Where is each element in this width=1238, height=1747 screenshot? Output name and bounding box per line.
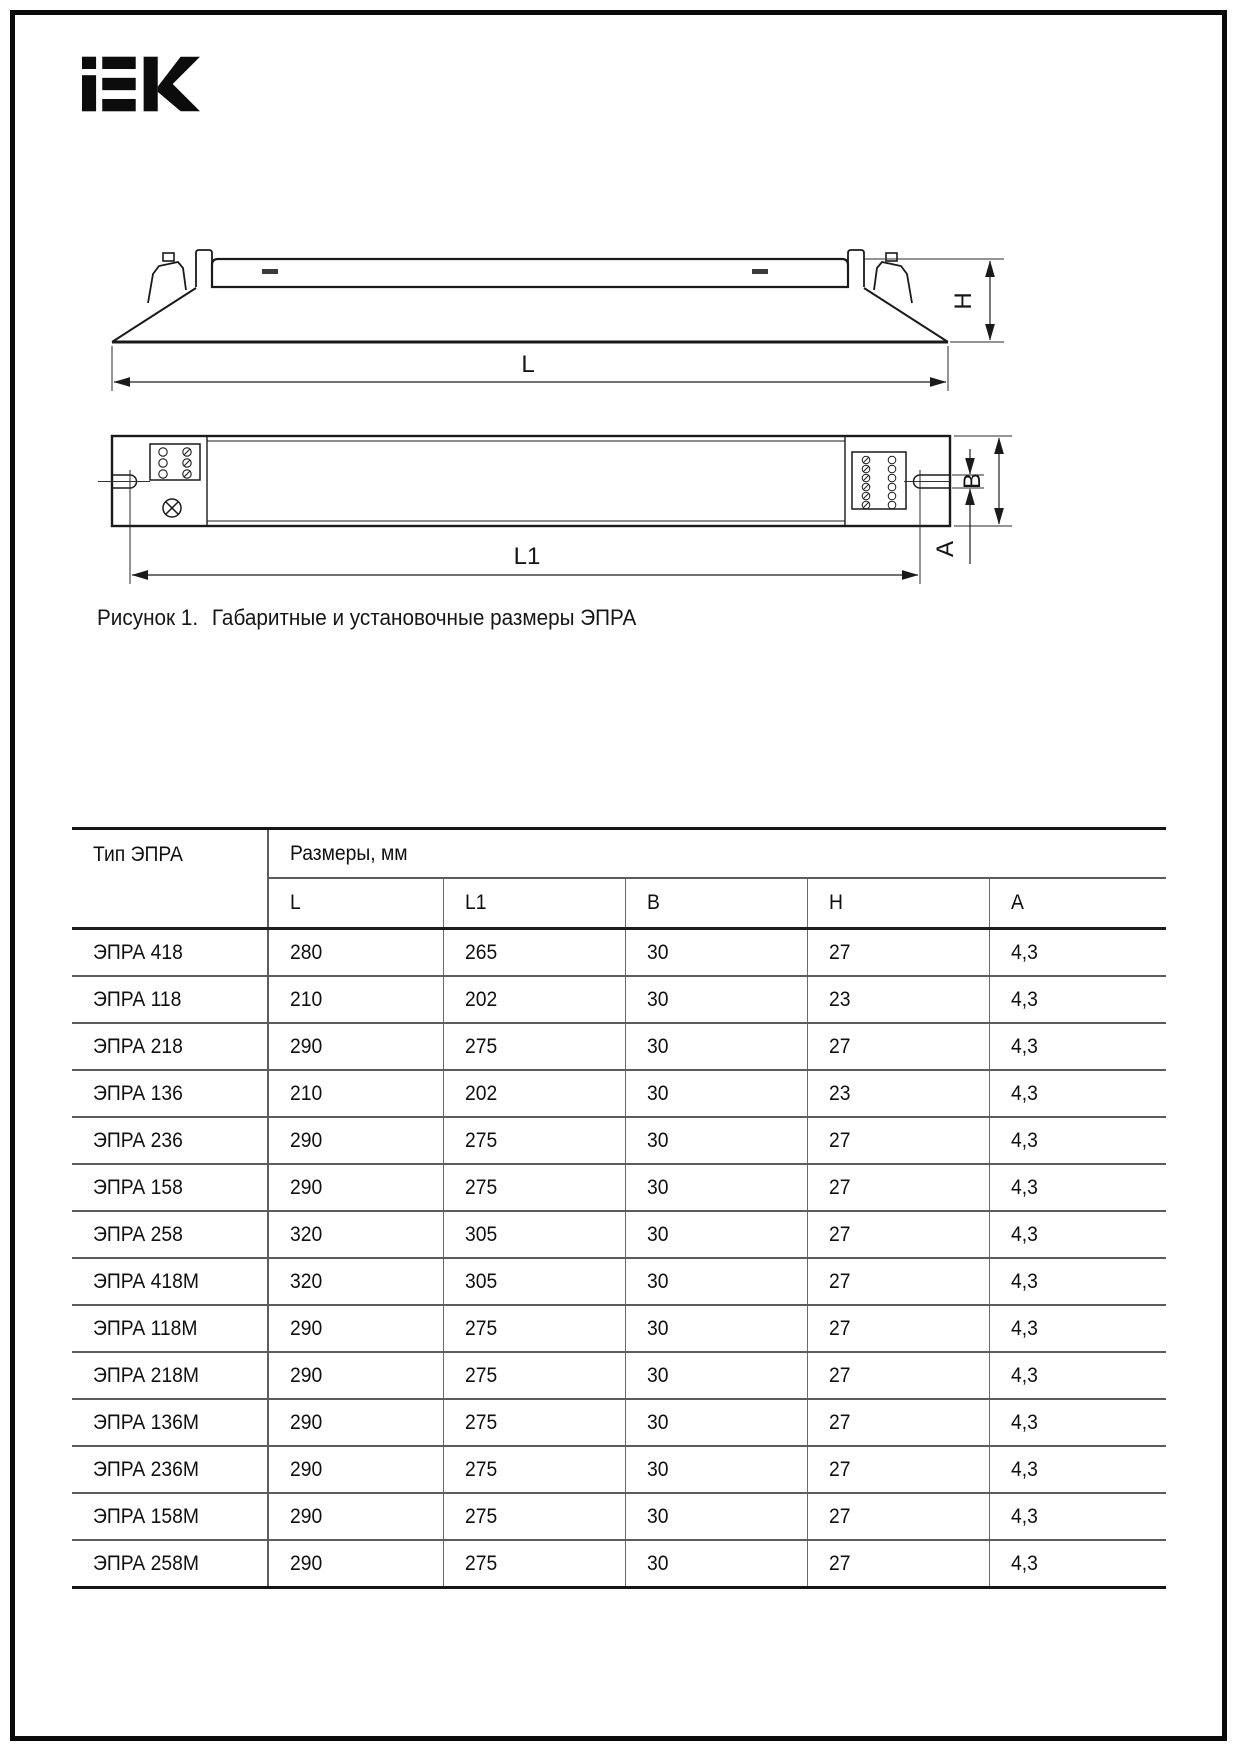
column-header-B: B — [625, 878, 807, 929]
size-value: 4,3 — [1010, 1551, 1038, 1575]
size-value: 275 — [464, 1410, 497, 1434]
size-value: 27 — [828, 1128, 850, 1152]
size-value: 30 — [646, 1457, 668, 1481]
dim-label-L1: L1 — [513, 543, 541, 570]
size-value: 30 — [646, 1504, 668, 1528]
column-header-H: H — [807, 878, 989, 929]
epra-type: ЭПРА 218 — [93, 1034, 183, 1058]
table-row — [72, 1211, 1166, 1258]
size-value: 290 — [290, 1551, 323, 1575]
size-value: 4,3 — [1010, 1128, 1038, 1152]
size-value: 4,3 — [1010, 1410, 1038, 1434]
table-body — [72, 929, 1166, 1588]
dim-B — [954, 436, 1012, 526]
column-header-type-label: Тип ЭПРА — [93, 843, 183, 866]
size-value: 290 — [290, 1316, 323, 1340]
size-value: 27 — [828, 1551, 850, 1575]
size-value: 4,3 — [1010, 1316, 1038, 1340]
dim-label-L: L — [521, 351, 535, 378]
size-value: 27 — [828, 940, 850, 964]
column-header-L: L — [268, 878, 443, 929]
table-row — [72, 1258, 1166, 1305]
size-value: 290 — [290, 1410, 323, 1434]
size-value: 275 — [464, 1034, 497, 1058]
side-right-tab — [848, 250, 864, 287]
epra-type: ЭПРА 418 — [93, 940, 183, 964]
table-row — [72, 1352, 1166, 1399]
epra-type: ЭПРА 118М — [93, 1316, 198, 1340]
column-header-sizes — [268, 829, 1166, 879]
size-value: 30 — [646, 1316, 668, 1340]
size-value: 4,3 — [1010, 1504, 1038, 1528]
size-value: 290 — [290, 1175, 323, 1199]
dim-L — [112, 346, 948, 391]
size-value: 27 — [828, 1222, 850, 1246]
table-row — [72, 929, 1166, 977]
size-value: 30 — [646, 1034, 668, 1058]
size-value: 27 — [828, 1410, 850, 1434]
size-value: 275 — [464, 1457, 497, 1481]
size-value: 275 — [464, 1504, 497, 1528]
size-value: 30 — [646, 1269, 668, 1293]
size-value: 202 — [464, 987, 497, 1011]
size-value: 290 — [290, 1457, 323, 1481]
size-value: 27 — [828, 1316, 850, 1340]
size-value: 290 — [290, 1363, 323, 1387]
size-value: 30 — [646, 1363, 668, 1387]
cover-slot-right — [752, 269, 768, 274]
dim-label-H: H — [950, 292, 977, 310]
dim-label-B: B — [959, 472, 986, 490]
size-value: 27 — [828, 1034, 850, 1058]
size-value: 210 — [290, 1081, 323, 1105]
table-row — [72, 1117, 1166, 1164]
side-left-clip — [148, 262, 186, 303]
size-value: 305 — [464, 1222, 497, 1246]
size-value: 305 — [464, 1269, 497, 1293]
size-value: 30 — [646, 1410, 668, 1434]
epra-type: ЭПРА 258М — [93, 1551, 199, 1575]
size-value: 275 — [464, 1551, 497, 1575]
side-left-tab — [196, 250, 212, 287]
size-value: 275 — [464, 1316, 497, 1340]
figure-caption — [97, 605, 683, 631]
size-value: 290 — [290, 1504, 323, 1528]
size-value: 27 — [828, 1457, 850, 1481]
size-value: 30 — [646, 1081, 668, 1105]
size-value: 320 — [290, 1269, 323, 1293]
table-row — [72, 1446, 1166, 1493]
size-value: 30 — [646, 1222, 668, 1246]
size-value: 275 — [464, 1175, 497, 1199]
size-value: 30 — [646, 1128, 668, 1152]
size-value: 4,3 — [1010, 1363, 1038, 1387]
epra-type: ЭПРА 118 — [93, 987, 182, 1011]
ballast-side-view — [112, 250, 948, 342]
size-value: 4,3 — [1010, 1457, 1038, 1481]
epra-type: ЭПРА 236 — [93, 1128, 183, 1152]
size-value: 4,3 — [1010, 1034, 1038, 1058]
column-header-sizes-label: Размеры, мм — [290, 841, 408, 865]
column-header-L1: L1 — [443, 878, 625, 929]
size-value: 280 — [290, 940, 323, 964]
column-header-type — [72, 829, 268, 929]
size-value: 210 — [290, 987, 323, 1011]
side-right-clip — [874, 262, 912, 303]
table-row — [72, 1070, 1166, 1117]
side-right-clip-lug — [886, 253, 897, 261]
size-value: 27 — [828, 1363, 850, 1387]
table-row — [72, 1023, 1166, 1070]
dimensions-table — [72, 827, 1166, 1589]
size-value: 30 — [646, 940, 668, 964]
size-value: 4,3 — [1010, 1081, 1038, 1105]
epra-type: ЭПРА 258 — [93, 1222, 183, 1246]
epra-type: ЭПРА 136М — [93, 1410, 199, 1434]
size-value: 23 — [828, 987, 850, 1011]
epra-type: ЭПРА 158М — [93, 1504, 199, 1528]
table-row — [72, 1493, 1166, 1540]
ballast-top-view — [98, 436, 950, 526]
epra-type: ЭПРА 158 — [93, 1175, 183, 1199]
epra-type: ЭПРА 136 — [93, 1081, 183, 1105]
size-value: 4,3 — [1010, 1269, 1038, 1293]
size-value: 202 — [464, 1081, 497, 1105]
size-value: 290 — [290, 1128, 323, 1152]
dim-label-A: A — [932, 540, 959, 558]
size-value: 290 — [290, 1034, 323, 1058]
figure-caption-number: Рисунок 1. — [97, 605, 199, 630]
cover-slot-left — [262, 269, 278, 274]
table-row — [72, 1305, 1166, 1352]
size-value: 4,3 — [1010, 940, 1038, 964]
top-body — [112, 436, 950, 526]
table-row — [72, 1399, 1166, 1446]
figure-drawing — [0, 0, 1238, 660]
side-left-clip-lug — [163, 253, 174, 261]
figure-caption-text: Габаритные и установочные размеры ЭПРА — [211, 605, 637, 630]
size-value: 30 — [646, 1551, 668, 1575]
epra-type: ЭПРА 218М — [93, 1363, 199, 1387]
size-value: 30 — [646, 1175, 668, 1199]
size-value: 4,3 — [1010, 1175, 1038, 1199]
table-header-row-1 — [72, 829, 1166, 879]
table-row — [72, 1540, 1166, 1588]
size-value: 4,3 — [1010, 987, 1038, 1011]
epra-type: ЭПРА 418М — [93, 1269, 199, 1293]
size-value: 27 — [828, 1269, 850, 1293]
size-value: 27 — [828, 1504, 850, 1528]
table-row — [72, 1164, 1166, 1211]
epra-type: ЭПРА 236М — [93, 1457, 199, 1481]
size-value: 4,3 — [1010, 1222, 1038, 1246]
column-header-A: A — [989, 878, 1166, 929]
table-row — [72, 976, 1166, 1023]
size-value: 275 — [464, 1128, 497, 1152]
size-value: 30 — [646, 987, 668, 1011]
size-value: 265 — [464, 940, 497, 964]
size-value: 320 — [290, 1222, 323, 1246]
size-value: 27 — [828, 1175, 850, 1199]
size-value: 275 — [464, 1363, 497, 1387]
size-value: 23 — [828, 1081, 850, 1105]
